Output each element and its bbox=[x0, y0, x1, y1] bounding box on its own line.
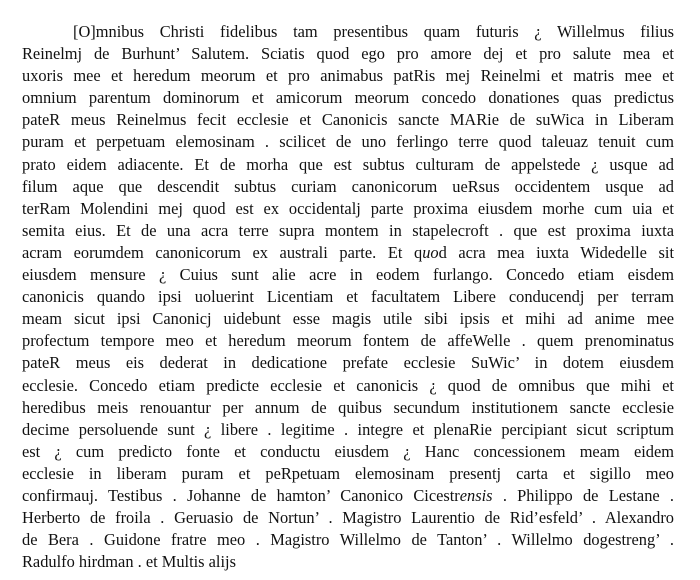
text-line-1: [O]mnibus Christi fidelibus tam presentibus quam futuris ¿ Willelmus filius bbox=[73, 22, 674, 41]
text-line-17: ecclesie. Concedo etiam predicte ecclesie et canonicis ¿ quod de omnibus que mihi et bbox=[22, 375, 674, 395]
text-line-8: filum aque que descendit subtus curiam canonicorum ueRsus occidentem usque ad bbox=[22, 176, 674, 196]
text-line-2: Reinelmj de Burhunt’ Salutem. Sciatis quod ego pro amore dej et pro salute mea et bbox=[22, 44, 674, 64]
text-line-16: pateR meus eis dederat in dedicatione prefate ecclesie SuWic’ in dotem eiusdem bbox=[22, 353, 674, 373]
text-line-23: Herberto de froila . Geruasio de Nortun’ . Magistro Laurentio de Rid’esfeld’ . Alexandro bbox=[22, 508, 674, 528]
text-line-22: confirmauj. Testibus . Johanne de hamton’ Canonico Cicestrensis . Philippo de Lestane . bbox=[22, 485, 675, 505]
text-line-6: puram et perpetuam elemosinam . scilicet de uno ferlingo terre quod taleuaz tenuit cum bbox=[22, 132, 674, 152]
text-line-7: prato eidem adiacente. Et de morha que est subtus culturam de appelstede ¿ usque ad bbox=[22, 154, 674, 174]
text-line-13: canonicis quando ipsi uoluerint Licentiam et facultatem Libere conducendj per terram bbox=[22, 287, 674, 307]
text-line-12: eiusdem mensure ¿ Cuius sunt alie acre in eodem furlango. Concedo etiam eisdem bbox=[22, 265, 674, 285]
text-line-18: heredibus meis renouantur per annum de quibus secundum institutionem sancte ecclesie bbox=[22, 397, 674, 417]
text-line-20: est ¿ cum predicto fonte et conductu eiusdem ¿ Hanc concessionem meam eidem bbox=[22, 441, 674, 461]
text-line-21: ecclesie in liberam puram et peRpetuam elemosinam presentj carta et sigillo meo bbox=[22, 463, 674, 483]
text-line-9: terRam Molendini mej quod est ex occidentalj parte proxima eiusdem morhe cum uia et bbox=[22, 198, 674, 218]
text-line-24: de Bera . Guidone fratre meo . Magistro Willelmo de Tanton’ . Willelmo dogestreng’ . bbox=[22, 530, 674, 550]
text-line-14: meam sicut ipsi Canonicj uidebunt esse magis utile sibi ipsis et mihi ad anime mee bbox=[22, 309, 674, 329]
text-line-10: semita eius. Et de una acra terre supra montem in stapelecroft . que est proxima iuxta bbox=[22, 220, 674, 240]
text-line-19: decime persoluende sunt ¿ libere . legitime . integre et plenaRie percipiant sicut scriptum bbox=[22, 419, 674, 439]
text-line-5: pateR meus Reinelmus fecit ecclesie et Canonicis sancte MARie de suWica in Liberam bbox=[22, 110, 674, 130]
charter-text bbox=[22, 21, 674, 573]
text-line-15: profectum tempore meo et heredum meorum fontem de affeWelle . quem prenominatus bbox=[22, 331, 674, 351]
text-line-3: uxoris mee et heredum meorum et pro animabus patRis mej Reinelmi et matris mee et bbox=[22, 66, 674, 86]
text-line-4: omnium parentum dominorum et amicorum meorum concedo donationes quas predictus bbox=[22, 88, 674, 108]
text-line-25: Radulfo hirdman . et Multis alijs bbox=[22, 552, 236, 572]
text-line-11: acram eorumdem canonicorum ex australi parte. Et quod acra mea iuxta Widedelle sit bbox=[22, 242, 675, 262]
